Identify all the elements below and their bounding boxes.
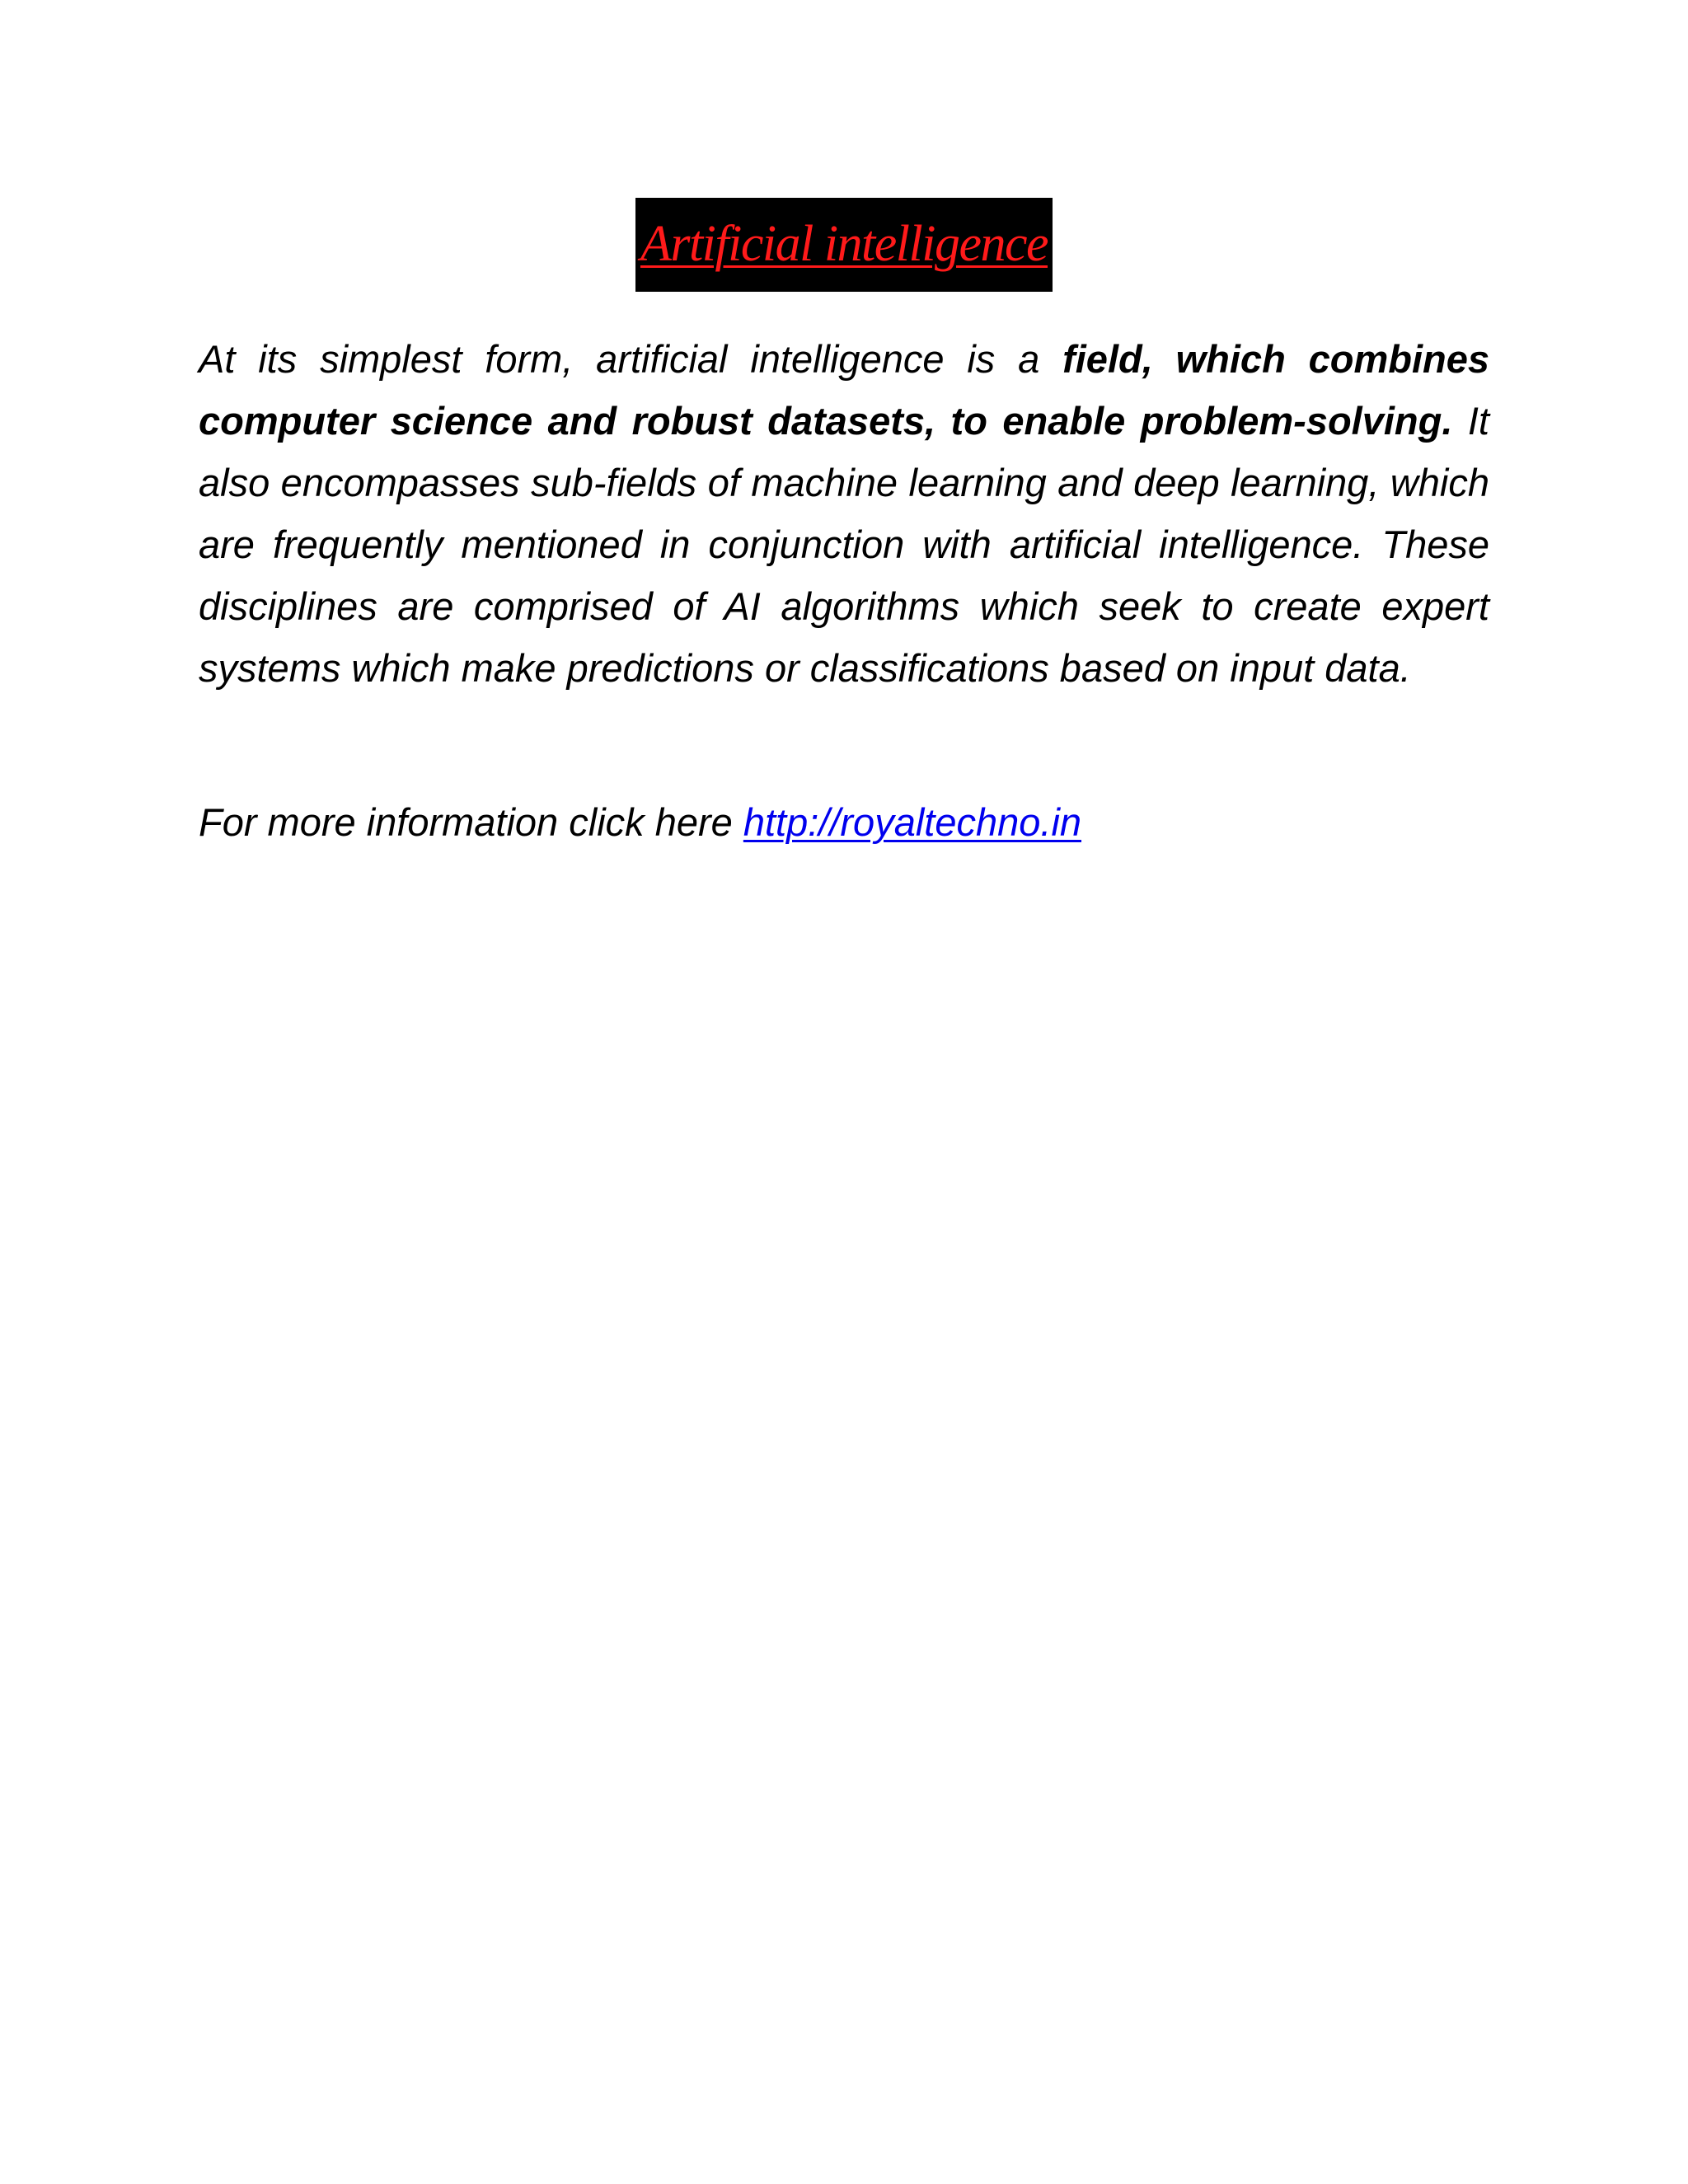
more-info-prefix: For more information click here <box>199 800 743 844</box>
paragraph-emphasis: field, which combines computer science and robust datasets, to enable problem-solving. <box>199 337 1490 443</box>
paragraph-rest: It also encompasses sub-fields of machine learning and deep learning, which are frequently mentioned in conjunction with artificial intelligence. These disciplines are comprised of AI algorithms which seek to create expert systems which make predictions or classifications based on input data. <box>199 399 1489 690</box>
more-info-line <box>199 791 1489 853</box>
document-title: Artificial intelligence <box>635 198 1053 292</box>
main-paragraph <box>199 328 1489 699</box>
more-info-link[interactable]: http://royaltechno.in <box>743 800 1082 844</box>
paragraph-intro: At its simplest form, artificial intelligence is a <box>199 337 1063 381</box>
title-container <box>0 198 1688 292</box>
